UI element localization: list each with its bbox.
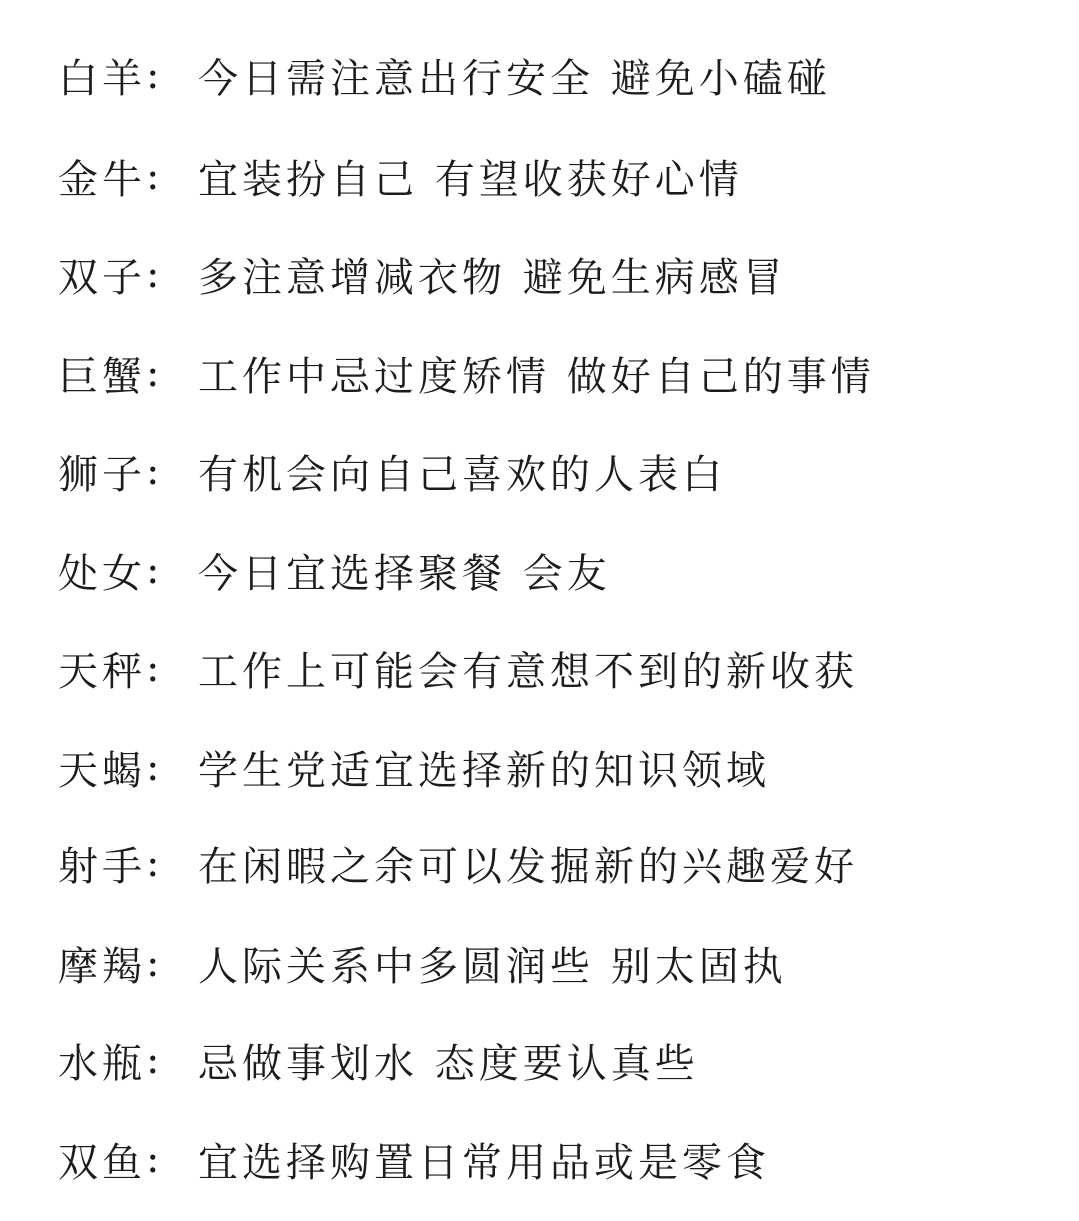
horoscope-text: 工作上可能会有意想不到的新收获 [198, 648, 858, 695]
sign-name: 天秤 [58, 648, 146, 695]
sign-name: 狮子 [58, 451, 146, 498]
separator-colon: : [146, 448, 164, 494]
separator-colon: : [146, 1037, 164, 1083]
sign-name: 双鱼 [58, 1139, 146, 1186]
horoscope-text: 有机会向自己喜欢的人表白 [198, 451, 726, 498]
horoscope-text: 在闲暇之余可以发掘新的兴趣爱好 [198, 843, 858, 890]
separator-colon: : [146, 251, 164, 297]
separator-colon: : [146, 52, 164, 98]
sign-name: 白羊 [58, 55, 146, 102]
sign-name: 巨蟹 [58, 353, 146, 400]
horoscope-text: 工作中忌过度矫情 做好自己的事情 [198, 353, 875, 400]
sign-name: 水瓶 [58, 1040, 146, 1087]
horoscope-text: 忌做事划水 态度要认真些 [198, 1040, 699, 1087]
horoscope-text: 宜装扮自己 有望收获好心情 [198, 156, 743, 203]
separator-colon: : [146, 1136, 164, 1182]
separator-colon: : [146, 547, 164, 593]
sign-name: 金牛 [58, 156, 146, 203]
horoscope-text: 今日宜选择聚餐 会友 [198, 550, 611, 597]
sign-name: 双子 [58, 254, 146, 301]
sign-name: 处女 [58, 550, 146, 597]
separator-colon: : [146, 153, 164, 199]
sign-name: 摩羯 [58, 943, 146, 990]
sign-name: 射手 [58, 843, 146, 890]
horoscope-text: 宜选择购置日常用品或是零食 [198, 1139, 770, 1186]
horoscope-text: 今日需注意出行安全 避免小磕碰 [198, 55, 831, 102]
horoscope-text: 人际关系中多圆润些 别太固执 [198, 943, 787, 990]
separator-colon: : [146, 940, 164, 986]
sign-name: 天蝎 [58, 747, 146, 794]
separator-colon: : [146, 350, 164, 396]
horoscope-text: 学生党适宜选择新的知识领域 [198, 747, 770, 794]
separator-colon: : [146, 840, 164, 886]
separator-colon: : [146, 744, 164, 790]
horoscope-text: 多注意增减衣物 避免生病感冒 [198, 254, 787, 301]
separator-colon: : [146, 645, 164, 691]
